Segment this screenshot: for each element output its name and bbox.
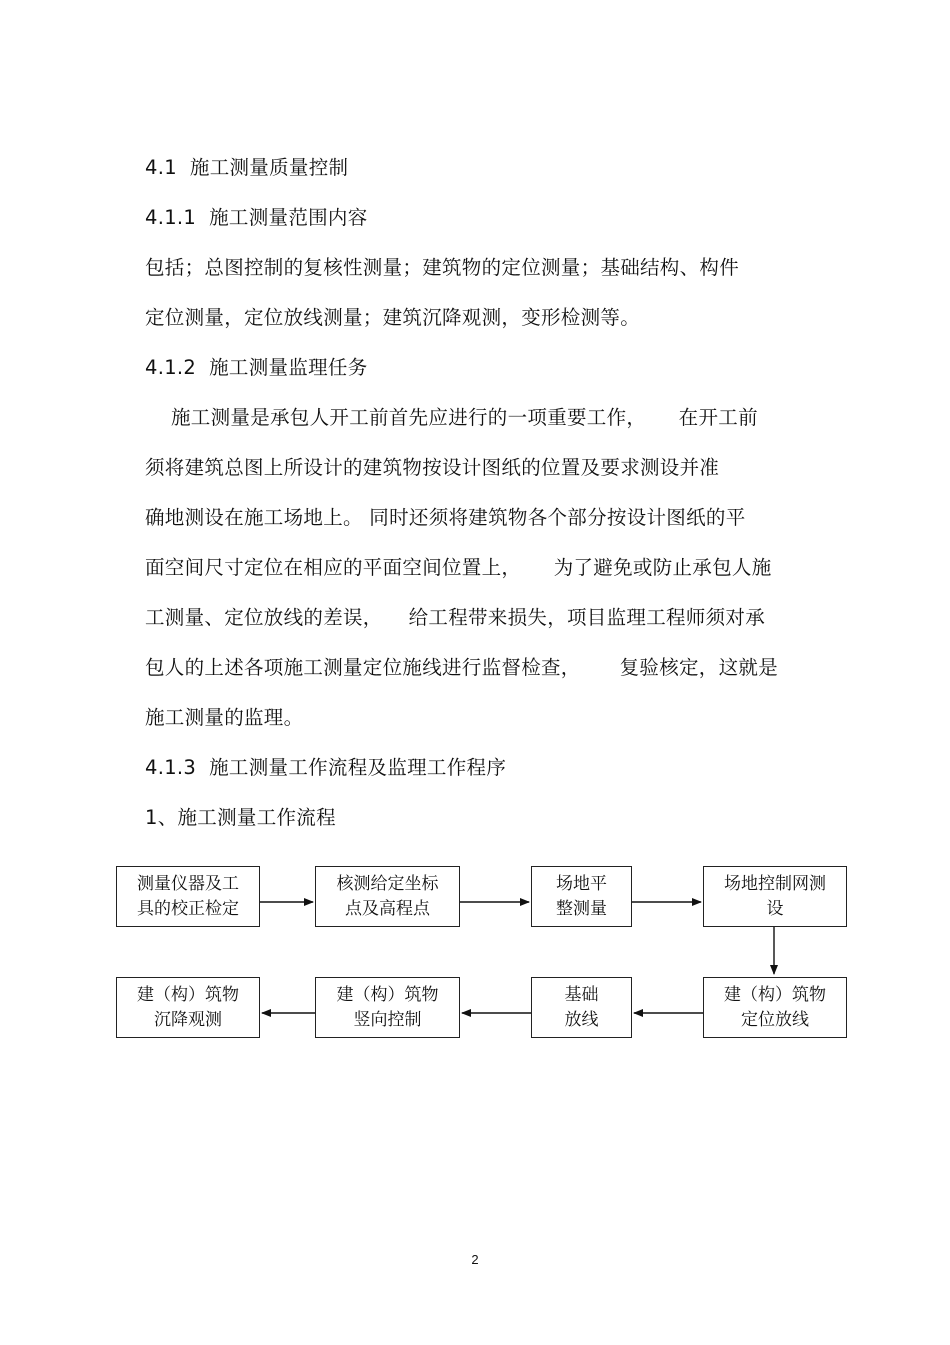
flow-step-label: 场地平 (556, 873, 607, 894)
flow-step-label: 沉降观测 (154, 1009, 222, 1030)
paragraph-line: 须将建筑总图上所设计的建筑物按设计图纸的位置及要求测设并准 (145, 456, 720, 479)
flow-step-label: 竖向控制 (353, 1009, 422, 1030)
flow-step-label: 点及高程点 (345, 898, 430, 919)
flow-heading: 1、施工测量工作流程 (145, 806, 336, 829)
flow-step-label: 测量仪器及工 (137, 873, 239, 894)
flow-step-label: 整测量 (556, 898, 607, 919)
flow-step-coordinate-check (315, 866, 460, 927)
section-heading-4-1-1: 4.1.1 施工测量范围内容 (145, 206, 368, 229)
paragraph-line: 施工测量是承包人开工前首先应进行的一项重要工作， 在开工前 (145, 406, 758, 429)
flow-step-site-leveling (531, 866, 632, 927)
flow-step-label: 场地控制网测 (724, 873, 826, 894)
flow-step-settlement-observation (116, 977, 260, 1038)
section-heading-4-1-2: 4.1.2 施工测量监理任务 (145, 356, 368, 379)
paragraph-line: 包括；总图控制的复核性测量；建筑物的定位测量；基础结构、构件 (145, 256, 740, 279)
flow-step-label: 建（构）筑物 (724, 984, 826, 1005)
flow-step-label: 设 (766, 898, 784, 919)
flow-step-control-network (703, 866, 847, 927)
flow-step-label: 具的校正检定 (137, 898, 239, 919)
section-heading-4-1: 4.1 施工测量质量控制 (145, 156, 349, 179)
paragraph-line: 定位测量，定位放线测量；建筑沉降观测，变形检测等。 (145, 306, 641, 329)
flow-step-label: 定位放线 (741, 1009, 809, 1030)
section-heading-4-1-3: 4.1.3 施工测量工作流程及监理工作程序 (145, 756, 507, 779)
flow-step-label: 放线 (564, 1009, 599, 1030)
paragraph-line: 确地测设在施工场地上。 同时还须将建筑物各个部分按设计图纸的平 (145, 506, 746, 529)
flow-step-foundation-layout (531, 977, 632, 1038)
flow-step-instrument-calibration (116, 866, 260, 927)
paragraph-line: 施工测量的监理。 (145, 706, 304, 729)
flow-step-label: 建（构）筑物 (336, 984, 439, 1005)
flow-step-label: 基础 (564, 984, 599, 1005)
page-number: 2 (471, 1252, 479, 1267)
paragraph-line: 包人的上述各项施工测量定位施线进行监督检查， 复验核定，这就是 (145, 656, 778, 679)
flow-step-label: 建（构）筑物 (137, 984, 239, 1005)
flow-step-vertical-control (315, 977, 460, 1038)
flow-step-building-positioning (703, 977, 847, 1038)
paragraph-line: 面空间尺寸定位在相应的平面空间位置上， 为了避免或防止承包人施 (145, 556, 772, 579)
paragraph-line: 工测量、定位放线的差误， 给工程带来损失，项目监理工程师须对承 (145, 606, 765, 629)
flow-step-label: 核测给定坐标 (336, 873, 439, 894)
